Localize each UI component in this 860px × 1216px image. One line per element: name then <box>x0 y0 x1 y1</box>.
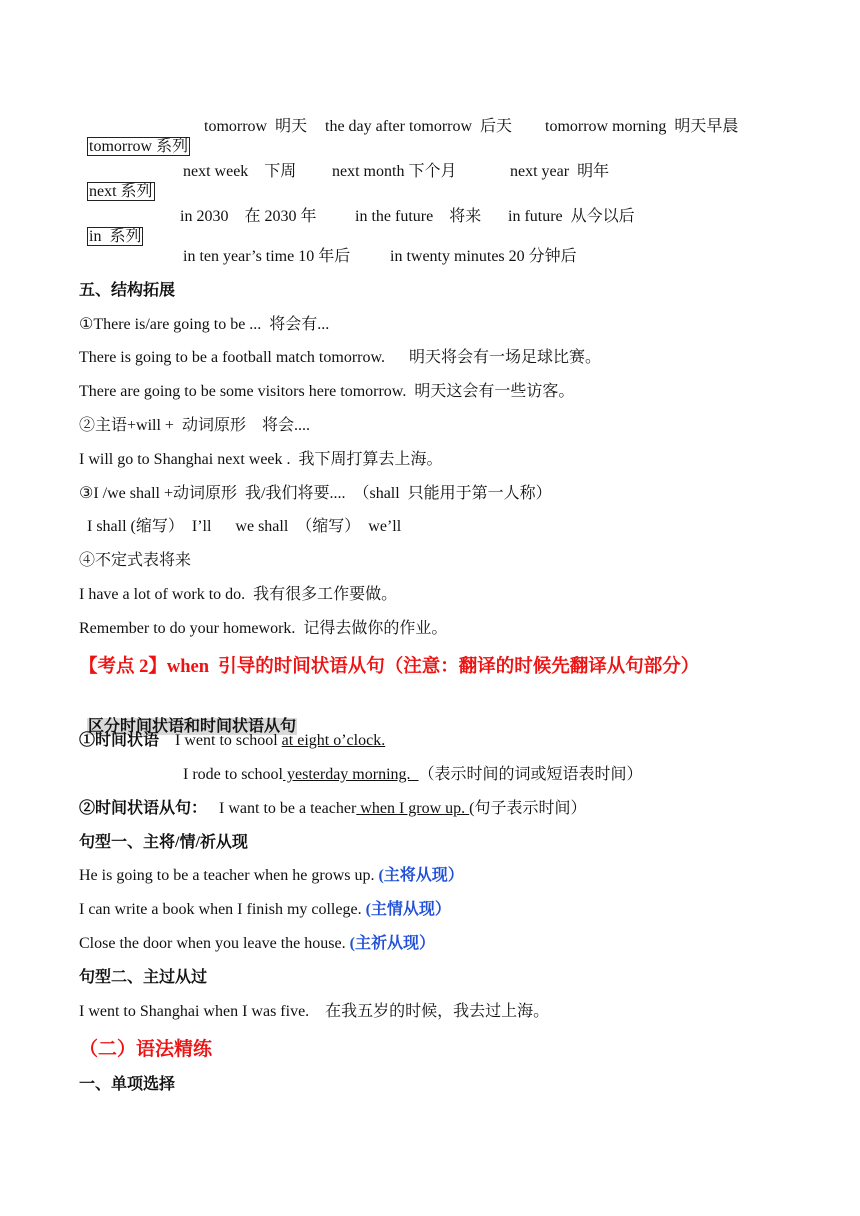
multiple-choice-title: 一、单项选择 <box>79 1076 176 1093</box>
example-text: I want to be a teacher <box>207 800 357 817</box>
example-underlined: at eight o’clock. <box>281 732 386 749</box>
row2-item-b: next month 下个月 <box>332 163 457 180</box>
row3-item-c: in future 从今以后 <box>508 208 635 225</box>
example-underlined: yesterday morning. <box>282 766 419 783</box>
sentence-text: I can write a book when I finish my college. <box>79 901 366 918</box>
pattern1-title: 句型一、主将/情/祈从现 <box>79 834 248 851</box>
row1-item-b: the day after tomorrow 后天 <box>325 118 513 135</box>
section5-line: There is going to be a football match tomorrow. 明天将会有一场足球比赛。 <box>79 349 601 366</box>
example-text: I went to school <box>175 732 282 749</box>
section5-line: There are going to be some visitors here tomorrow. 明天这会有一些访客。 <box>79 383 575 400</box>
adverbial-example-2 <box>183 765 643 785</box>
grammar-practice-title: （二）语法精练 <box>79 1039 213 1060</box>
section5-line: ①There is/are going to be ... 将会有... <box>79 316 330 333</box>
series-label-box: in 系列 <box>89 228 142 245</box>
rule-tag: (主将从现） <box>378 867 464 884</box>
tomorrow-series-row <box>79 117 190 157</box>
rule-tag: (主祈从现） <box>349 935 435 952</box>
section5-line: I will go to Shanghai next week . 我下周打算去上海。 <box>79 451 443 468</box>
example-underlined: when I grow up. <box>356 800 470 817</box>
kaodian2-title: 【考点 2】when 引导的时间状语从句（注意：翻译的时候先翻译从句部分） <box>79 657 700 677</box>
row4-item-b: in twenty minutes 20 分钟后 <box>390 248 577 265</box>
example-note: (句子表示时间） <box>469 800 587 817</box>
series-label-box: tomorrow 系列 <box>89 138 189 155</box>
section5-line: I have a lot of work to do. 我有很多工作要做。 <box>79 586 398 603</box>
section5-line: ③I /we shall +动词原形 我/我们将要.... （shall 只能用于第一人称） <box>79 485 552 502</box>
row2-item-c: next year 明年 <box>510 163 610 180</box>
section5-line: Remember to do your homework. 记得去做你的作业。 <box>79 620 448 637</box>
example-text: I rode to school <box>183 766 283 783</box>
row2-item-a: next week 下周 <box>183 163 297 180</box>
pattern2-sentence: I went to Shanghai when I was five. 在我五岁的时候，我去过上海。 <box>79 1003 550 1020</box>
row3-item-a: in 2030 在 2030 年 <box>180 208 317 225</box>
in-series-row <box>79 207 143 247</box>
section5-line: I shall (缩写） I’ll we shall （缩写） we’ll <box>79 518 402 535</box>
pattern2-title: 句型二、主过从过 <box>79 969 208 986</box>
pattern1-sentence <box>79 934 435 954</box>
example-note: （表示时间的词或短语表时间） <box>418 766 643 783</box>
row3-item-b: in the future 将来 <box>355 208 482 225</box>
adverbial-example-1 <box>79 731 385 751</box>
highlighted-subtitle: 区分时间状语和时间状语从句 <box>88 718 297 735</box>
sentence-text: He is going to be a teacher when he grows up. <box>79 867 379 884</box>
section5-title: 五、结构拓展 <box>79 282 176 299</box>
series-label-box: next 系列 <box>89 183 153 200</box>
sentence-text: Close the door when you leave the house. <box>79 935 350 952</box>
next-series-row <box>79 162 155 202</box>
clause-example <box>79 799 587 819</box>
rule-tag: (主情从现） <box>365 901 451 918</box>
section5-line: ④不定式表将来 <box>79 552 192 569</box>
pattern1-sentence <box>79 900 451 920</box>
section5-line: ②主语+will + 动词原形 将会.... <box>79 417 310 434</box>
clause-label: ②时间状语从句： <box>79 800 208 817</box>
row4-item-a: in ten year’s time 10 年后 <box>183 248 351 265</box>
row1-item-a: tomorrow 明天 <box>204 118 308 135</box>
pattern1-sentence <box>79 866 464 886</box>
row1-item-c: tomorrow morning 明天早晨 <box>545 118 739 135</box>
adverbial-label: ①时间状语 <box>79 732 160 749</box>
